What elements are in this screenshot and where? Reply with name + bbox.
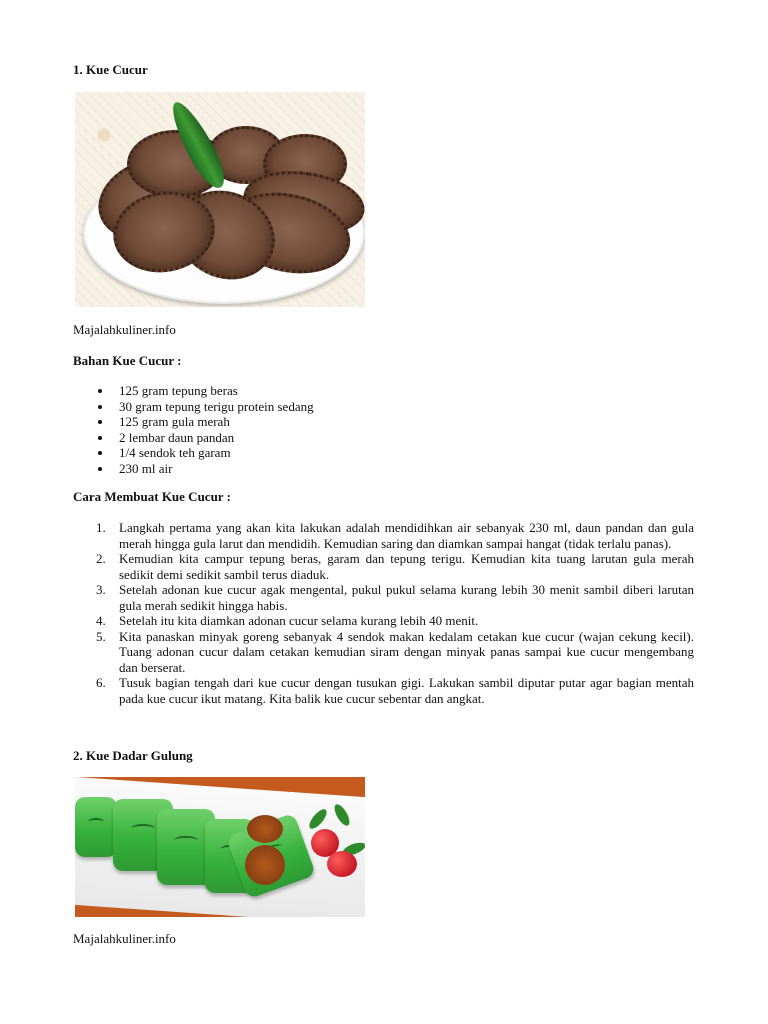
- step-number: 2.: [96, 551, 106, 566]
- step-text: Langkah pertama yang akan kita lakukan adalah mendidihkan air sebanyak 230 ml, daun pandan dan gula merah hingga gula larut dan mendidih. Kemudian saring dan diamkan sampai hangat (tidak terlalu panas).: [119, 520, 694, 551]
- section-title-kue-cucur: 1. Kue Cucur: [73, 62, 148, 77]
- step-number: 3.: [96, 582, 106, 597]
- list-item: 1/4 sendok teh garam: [73, 445, 573, 461]
- image-caption: Majalahkuliner.info: [73, 931, 176, 946]
- kue-dadar-gulung-photo: [75, 777, 365, 917]
- step-number: 6.: [96, 675, 106, 690]
- step-text: Setelah adonan kue cucur agak mengental, pukul pukul selama kurang lebih 30 menit sambil diberi larutan gula merah sedikit hingga habis.: [119, 582, 694, 613]
- step-number: 1.: [96, 520, 106, 535]
- kue-cucur-photo: [75, 92, 365, 307]
- list-item: 30 gram tepung terigu protein sedang: [73, 399, 573, 415]
- list-item: [73, 675, 694, 706]
- list-item: 230 ml air: [73, 461, 573, 477]
- list-item: [73, 613, 694, 629]
- step-text: Setelah itu kita diamkan adonan cucur selama kurang lebih 40 menit.: [119, 613, 479, 628]
- list-item: [73, 629, 694, 676]
- step-text: Kemudian kita campur tepung beras, garam dan tepung terigu. Kemudian kita tuang larutan gula merah sedikit demi sedikit sambil terus diaduk.: [119, 551, 694, 582]
- steps-list: [73, 520, 694, 706]
- list-item: 2 lembar daun pandan: [73, 430, 573, 446]
- list-item: [73, 520, 694, 551]
- step-text-continued: Tuang adonan cucur dalam cetakan kemudian siram dengan minyak panas sampai kue cucur mengembang dan berserat.: [119, 644, 694, 675]
- section-title-kue-dadar-gulung: 2. Kue Dadar Gulung: [73, 748, 193, 763]
- step-text: Kita panaskan minyak goreng sebanyak 4 sendok makan kedalam cetakan kue cucur (wajan cekung kecil).: [119, 628, 694, 644]
- image-caption: Majalahkuliner.info: [73, 322, 176, 337]
- list-item: 125 gram tepung beras: [73, 383, 573, 399]
- ingredients-list: [73, 383, 573, 476]
- list-item: [73, 551, 694, 582]
- list-item: [73, 582, 694, 613]
- step-text: Tusuk bagian tengah dari kue cucur dengan tusukan gigi. Lakukan sambil diputar putar agar bagian mentah pada kue cucur ikut matang. Kita balik kue cucur sebentar dan angkat.: [119, 675, 694, 706]
- ingredients-heading: Bahan Kue Cucur :: [73, 353, 182, 368]
- list-item: 125 gram gula merah: [73, 414, 573, 430]
- step-number: 5.: [96, 628, 106, 644]
- step-number: 4.: [96, 613, 106, 628]
- steps-heading: Cara Membuat Kue Cucur :: [73, 489, 231, 504]
